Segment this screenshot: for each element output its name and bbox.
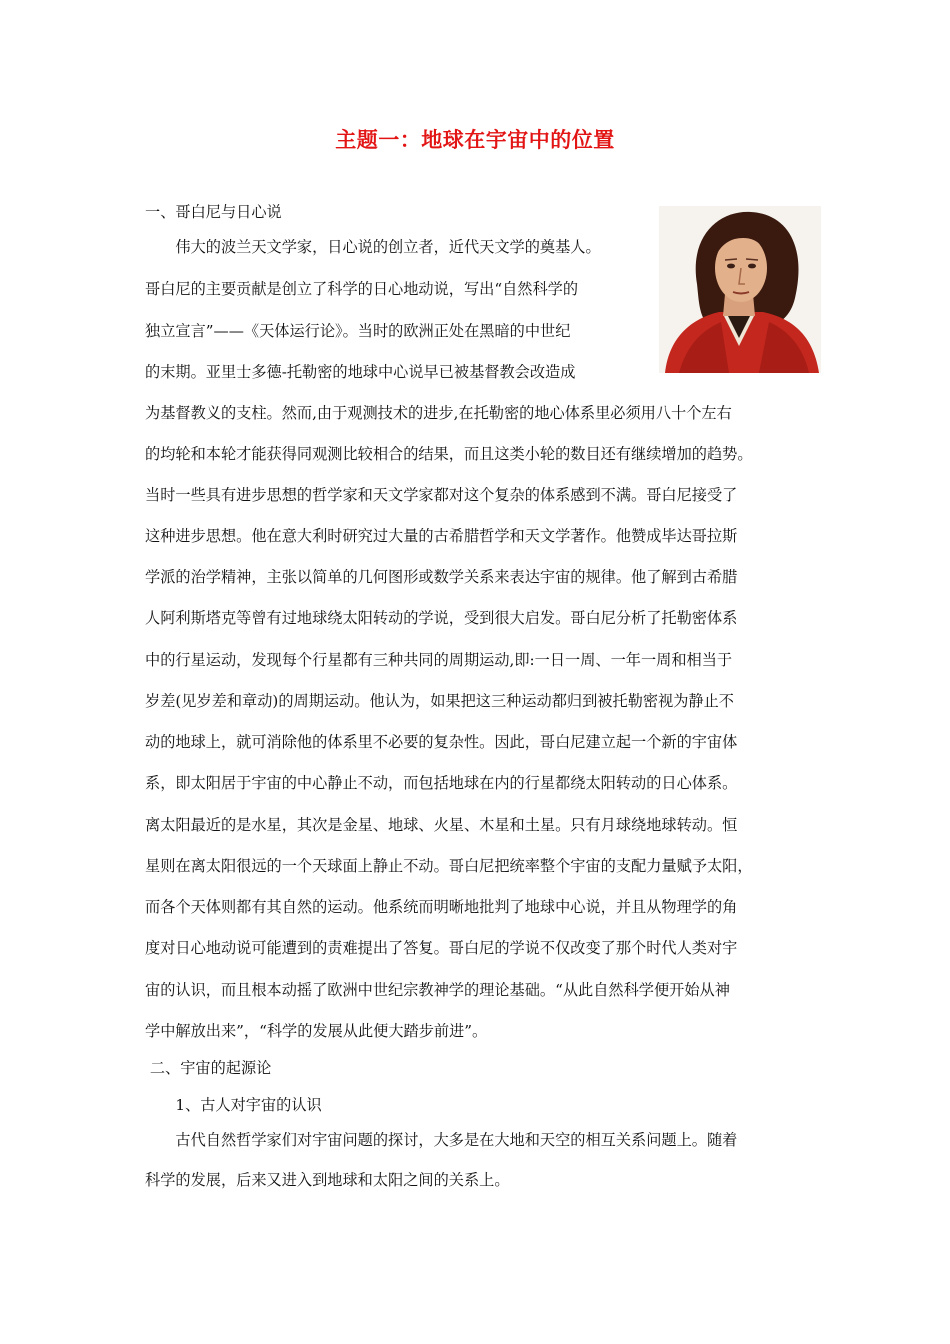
paragraph-line: 科学的发展，后来又进入到地球和太阳之间的关系上。 (145, 1171, 510, 1189)
paragraph-line: 星则在离太阳很远的一个天球面上静止不动。哥白尼把统率整个宇宙的支配力量赋予太阳， (145, 857, 753, 875)
paragraph-line: 当时一些具有进步思想的哲学家和天文学家都对这个复杂的体系感到不满。哥白尼接受了 (145, 486, 738, 504)
paragraph-line: 独立宣言”——《天体运行论》。当时的欧洲正处在黑暗的中世纪 (145, 322, 571, 340)
paragraph-line: 的末期。亚里士多德-托勒密的地球中心说早已被基督教会改造成 (145, 363, 576, 381)
paragraph-line: 动的地球上，就可消除他的体系里不必要的复杂性。因此，哥白尼建立起一个新的宇宙体 (145, 733, 738, 751)
paragraph-line: 岁差(见岁差和章动)的周期运动。他认为，如果把这三种运动都归到被托勒密视为静止不 (145, 692, 734, 710)
paragraph-line: 学中解放出来”，“科学的发展从此便大踏步前进”。 (145, 1022, 488, 1040)
paragraph-line: 学派的治学精神，主张以简单的几何图形或数学关系来表达宇宙的规律。他了解到古希腊 (145, 568, 738, 586)
paragraph-line: 人阿利斯塔克等曾有过地球绕太阳转动的学说，受到很大启发。哥白尼分析了托勒密体系 (145, 609, 738, 627)
paragraph-line: 这种进步思想。他在意大利时研究过大量的古希腊哲学和天文学著作。他赞成毕达哥拉斯 (145, 527, 738, 545)
paragraph-line: 宙的认识，而且根本动摇了欧洲中世纪宗教神学的理论基础。“从此自然科学便开始从神 (145, 981, 730, 999)
paragraph-line: 而各个天体则都有其自然的运动。他系统而明晰地批判了地球中心说，并且从物理学的角 (145, 898, 738, 916)
paragraph-line: 哥白尼的主要贡献是创立了科学的日心地动说，写出“自然科学的 (145, 280, 579, 298)
section-heading: 一、哥白尼与日心说 (145, 203, 282, 221)
paragraph-line: 为基督教义的支柱。然而,由于观测技术的进步,在托勒密的地心体系里必须用八十个左右 (145, 404, 732, 422)
paragraph-line: 中的行星运动，发现每个行星都有三种共同的周期运动,即:一日一周、一年一周和相当于 (145, 651, 733, 669)
paragraph-line: 古代自然哲学家们对宇宙问题的探讨，大多是在大地和天空的相互关系问题上。随着 (145, 1131, 738, 1149)
paragraph-line: 的均轮和本轮才能获得同观测比较相合的结果，而且这类小轮的数目还有继续增加的趋势。 (145, 445, 753, 463)
section-heading: 二、宇宙的起源论 (145, 1059, 272, 1077)
subsection-heading: 1、古人对宇宙的认识 (145, 1096, 322, 1114)
paragraph-line: 离太阳最近的是水星，其次是金星、地球、火星、木星和土星。只有月球绕地球转动。恒 (145, 816, 738, 834)
paragraph-line: 度对日心地动说可能遭到的责难提出了答复。哥白尼的学说不仅改变了那个时代人类对宇 (145, 939, 738, 957)
copernicus-portrait (659, 206, 821, 373)
paragraph-line: 系，即太阳居于宇宙的中心静止不动，而包括地球在内的行星都绕太阳转动的日心体系。 (145, 774, 738, 792)
page-title: 主题一：地球在宇宙中的位置 (335, 128, 615, 152)
paragraph-line: 伟大的波兰天文学家，日心说的创立者，近代天文学的奠基人。 (145, 238, 601, 256)
